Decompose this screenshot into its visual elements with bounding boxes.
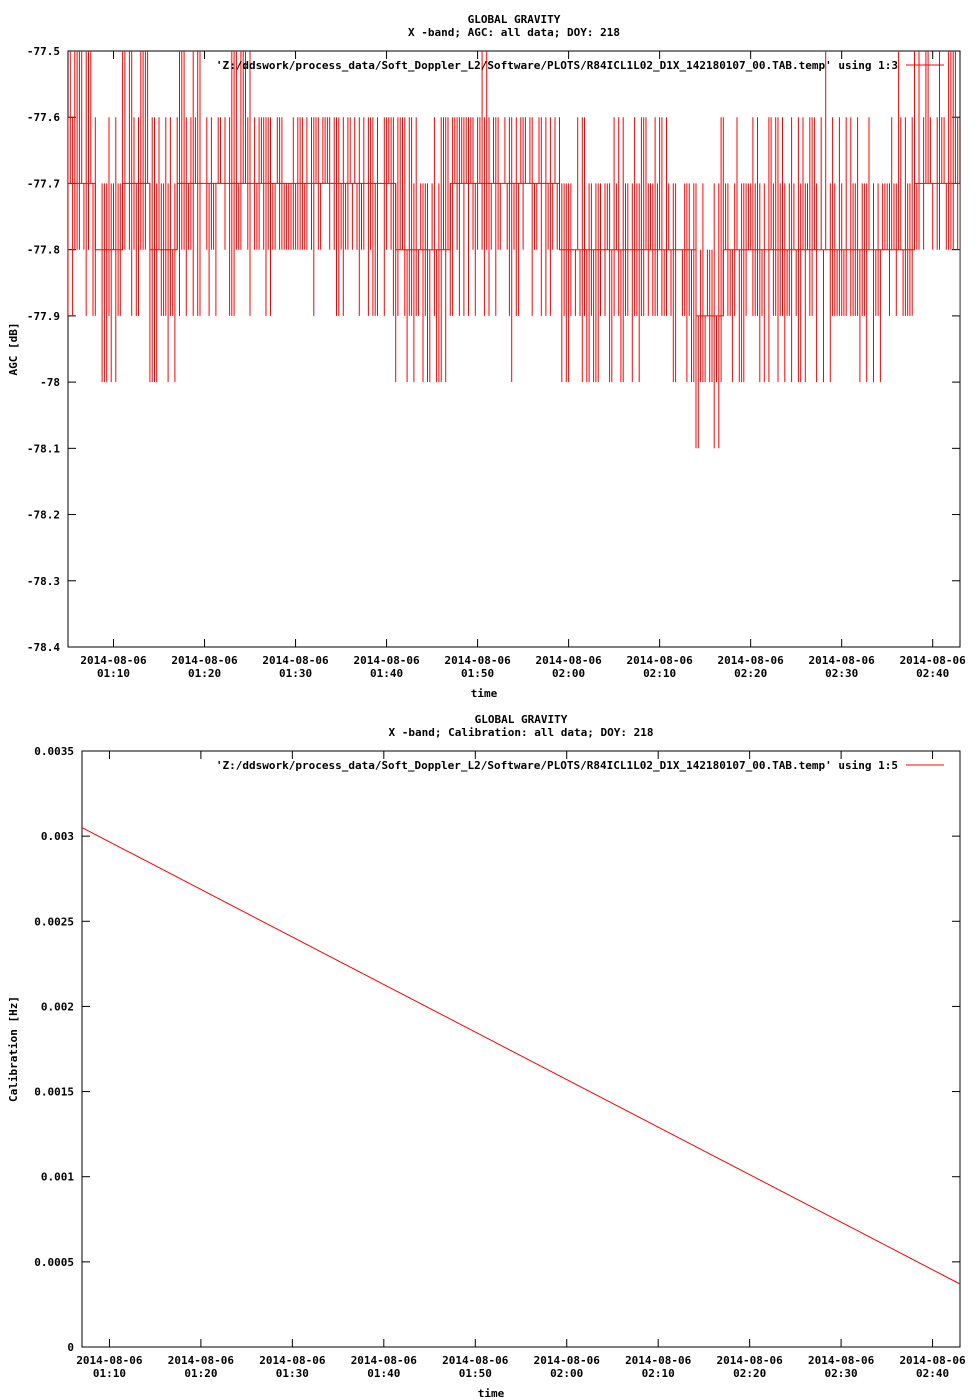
x-tick-date: 2014-08-06: [76, 1354, 143, 1367]
x-tick-date: 2014-08-06: [899, 1354, 966, 1367]
x-tick-date: 2014-08-06: [353, 654, 420, 667]
agc-chart: [7, 13, 966, 700]
x-axis-label: time: [470, 687, 498, 700]
chart-title: GLOBAL GRAVITY: [467, 13, 561, 26]
x-tick-time: 01:10: [96, 667, 131, 680]
y-tick-label: 0.001: [40, 1170, 74, 1184]
x-tick-date: 2014-08-06: [808, 654, 875, 667]
x-tick-date: 2014-08-06: [807, 1354, 875, 1367]
x-tick-time: 01:20: [187, 667, 222, 680]
y-tick-label: -78.2: [26, 508, 60, 522]
x-tick-date: 2014-08-06: [533, 1354, 600, 1367]
x-tick-time: 02:40: [916, 1367, 950, 1380]
y-tick-label: 0.003: [40, 830, 74, 844]
x-tick-time: 02:20: [734, 667, 768, 680]
x-tick-date: 2014-08-06: [899, 654, 966, 667]
y-tick-label: 0.002: [40, 1000, 74, 1014]
x-tick-date: 2014-08-06: [535, 654, 602, 667]
x-tick-time: 01:10: [92, 1367, 126, 1380]
x-tick-time: 01:40: [370, 667, 404, 680]
x-tick-time: 02:10: [641, 1367, 675, 1380]
x-tick-time: 02:30: [824, 1367, 858, 1380]
plot-frame: [82, 751, 960, 1347]
x-tick-time: 02:30: [825, 667, 859, 680]
x-tick-time: 01:30: [275, 1367, 309, 1380]
y-tick-label: -77.8: [26, 243, 60, 257]
x-tick-date: 2014-08-06: [442, 1354, 509, 1367]
x-tick-date: 2014-08-06: [717, 654, 784, 667]
y-tick-label: 0.0015: [34, 1085, 74, 1099]
x-tick-date: 2014-08-06: [350, 1354, 417, 1367]
legend-entry-label: 'Z:/ddswork/process_data/Soft_Doppler_L2/Software/PLOTS/R84ICL1L02_D1X_142180107_00.TAB.temp' using 1:5: [215, 759, 898, 772]
x-tick-time: 02:40: [916, 667, 950, 680]
y-tick-label: 0: [67, 1341, 74, 1354]
calibration-chart: [7, 713, 966, 1400]
x-tick-time: 02:10: [643, 667, 677, 680]
x-tick-date: 2014-08-06: [626, 654, 693, 667]
y-tick-label: -77.9: [26, 309, 60, 323]
x-tick-time: 01:50: [461, 667, 495, 680]
x-tick-time: 01:40: [367, 1367, 401, 1380]
chart-title: GLOBAL GRAVITY: [474, 713, 568, 726]
y-tick-label: -78.1: [26, 442, 60, 456]
x-tick-date: 2014-08-06: [259, 1354, 326, 1367]
x-axis-label: time: [477, 1387, 505, 1400]
x-tick-time: 02:00: [552, 667, 586, 680]
y-tick-label: 0.0025: [34, 915, 74, 929]
y-tick-label: -77.5: [26, 45, 60, 58]
x-tick-time: 02:20: [733, 1367, 767, 1380]
chart-subtitle: X -band; Calibration: all data; DOY: 218: [388, 726, 654, 739]
chart-subtitle: X -band; AGC: all data; DOY: 218: [408, 26, 620, 39]
y-tick-label: -78.3: [26, 574, 60, 588]
y-tick-label: -78.4: [26, 641, 60, 654]
x-tick-date: 2014-08-06: [80, 654, 147, 667]
x-tick-time: 01:20: [184, 1367, 218, 1380]
y-tick-label: 0.0035: [34, 745, 74, 758]
x-tick-date: 2014-08-06: [167, 1354, 235, 1367]
x-tick-date: 2014-08-06: [171, 654, 238, 667]
x-tick-date: 2014-08-06: [716, 1354, 783, 1367]
x-tick-time: 01:30: [278, 667, 313, 680]
y-tick-label: -78: [40, 376, 60, 390]
series-line: [82, 828, 960, 1284]
series-0: [82, 828, 960, 1284]
legend-entry-label: 'Z:/ddswork/process_data/Soft_Doppler_L2/Software/PLOTS/R84ICL1L02_D1X_142180107_00.TAB.temp' using 1:3: [215, 59, 898, 72]
x-tick-time: 01:50: [458, 1367, 492, 1380]
x-tick-date: 2014-08-06: [444, 654, 511, 667]
y-tick-label: -77.6: [26, 111, 60, 125]
y-axis-label: AGC [dB]: [7, 322, 20, 376]
y-tick-label: 0.0005: [34, 1255, 74, 1269]
x-tick-date: 2014-08-06: [262, 654, 329, 667]
x-tick-time: 02:00: [550, 1367, 584, 1380]
y-tick-label: -77.7: [26, 177, 60, 191]
y-axis-label: Calibration [Hz]: [7, 996, 20, 1102]
series-0: [68, 51, 960, 448]
x-tick-date: 2014-08-06: [625, 1354, 692, 1367]
